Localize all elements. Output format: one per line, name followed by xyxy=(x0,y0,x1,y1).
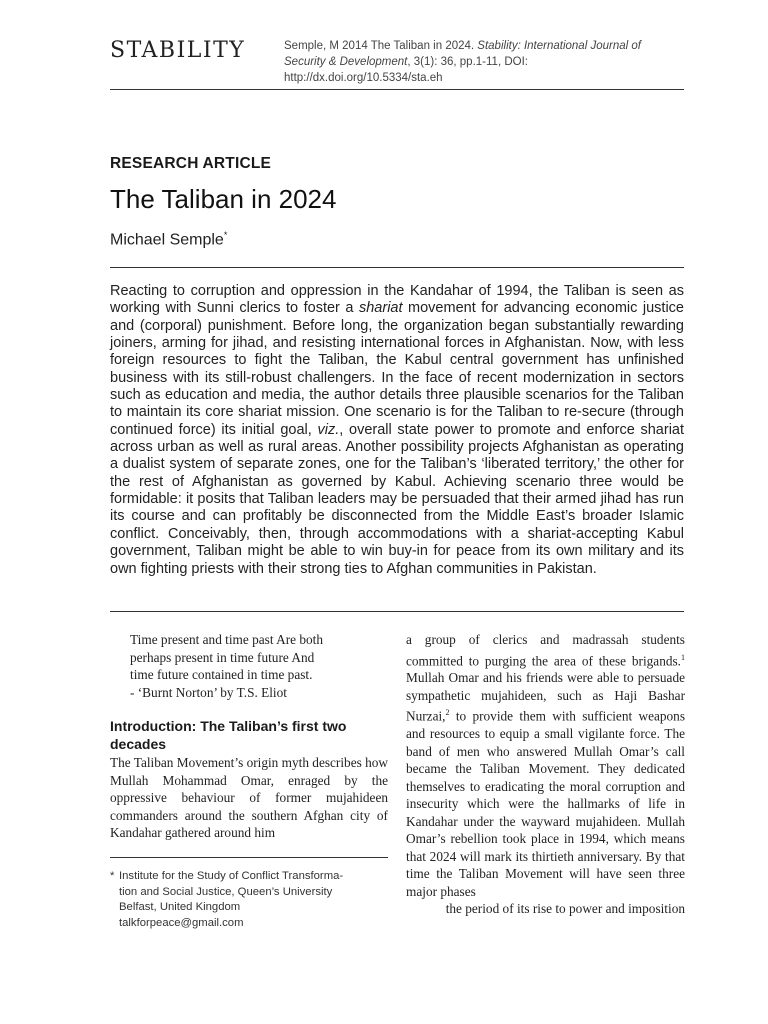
abstract: Reacting to corruption and oppression in the Kandahar of 1994, the Taliban is seen as working with Sunni clerics to foster a shariat movement for advancing economic justice and (corporal) punishment. Before long, the organization began substantially rewarding joiners, arming for jihad, and resisting international forces in Afghanistan. Now, with less foreign resources to fight the Taliban, the Kabul central government has unfinished business with its still-robust challengers. In the face of recent modernization in sectors such as education and media, the author details three plausible scenarios for the Taliban to maintain its core shariat mission. One scenario is for the Taliban to re-secure (through continued force) its initial goal, viz., overall state power to promote and enforce shariat across urban as well as rural areas. Another possibility projects Afghanistan as operating a dualist system of separate zones, one for the Taliban’s ‘liberated territory,’ the other for the rest of Afghanistan as governed by Kabul. Achieving scenario three would be formidable: it posits that Taliban leaders may be persuaded that their armed jihad has run its course and can profitably be disconnected from the Middle East’s broader Islamic conflict. Conceivably, then, through accommodations with a shariat-accepting Kabul government, Taliban might be able to win buy-in for peace from its own military and its own fighting priests with their strong ties to Afghan communities in Pakistan. xyxy=(110,283,685,577)
section-heading: Introduction: The Taliban’s first two decades xyxy=(110,718,347,752)
footnote-ref[interactable]: 2 xyxy=(445,708,450,718)
body-text-column-1: The Taliban Movement’s origin myth describes how Mullah Mohammad Omar, enraged by the oppressive behaviour of former mujahideen commanders around the southern Afghan city of Kandahar gathered around him xyxy=(110,755,389,840)
footnote-mark: * xyxy=(110,870,115,882)
epigraph-attribution: - ‘Burnt Norton’ by T.S. Eliot xyxy=(130,684,287,700)
citation: Semple, M 2014 The Taliban in 2024. Stability: International Journal of Security & Development, 3(1): 36, pp.1-11, DOI: http://dx.doi.org/10.5334/sta.eh xyxy=(284,40,641,84)
header-rule xyxy=(110,89,684,90)
article-title: The Taliban in 2024 xyxy=(110,184,337,214)
epigraph xyxy=(130,631,380,701)
author-email: talkforpeace@gmail.com xyxy=(119,916,244,929)
title-rule xyxy=(110,267,684,268)
epigraph-line: time future contained in time past. xyxy=(130,667,313,682)
author-affiliation-footnote: * Institute for the Study of Conflict Transforma- tion and Social Justice, Queen’s University Belfast, United Kingdom talkforpeace@gmail.com xyxy=(110,869,388,931)
abstract-rule xyxy=(110,611,684,612)
footnote-ref[interactable]: 1 xyxy=(681,652,685,662)
journal-logo: STABILITY xyxy=(110,38,246,63)
footnote-rule xyxy=(110,857,388,858)
article-type: RESEARCH ARTICLE xyxy=(110,155,272,172)
body-text-column-2: a group of clerics and madrassah students committed to purging the area of these brigands.$^1$ Mullah Omar and his friends were able to persuade sympathetic mujahideen, such as Haji Bashar Nurzai,$^2$ to provide them with sufficient weapons and resources to equip a small vigilante force. The band of men who answered Mullah Omar’s call became the Taliban Movement. They dedicated themselves to eradicating the moral corruption and insecurity which were the hallmarks of life in Kandahar under the wayward mujahideen. Mullah Omar’s rebellion took place in 1994, which means that 2024 will mark its thirtieth anniversary. By that time the Taliban Movement will have seen three major phases the period of its rise to power and imposition xyxy=(406,632,685,917)
epigraph-line: Time present and time past Are both xyxy=(130,632,324,647)
author: Michael Semple* xyxy=(110,230,228,249)
epigraph-line: perhaps present in time future And xyxy=(130,649,315,665)
